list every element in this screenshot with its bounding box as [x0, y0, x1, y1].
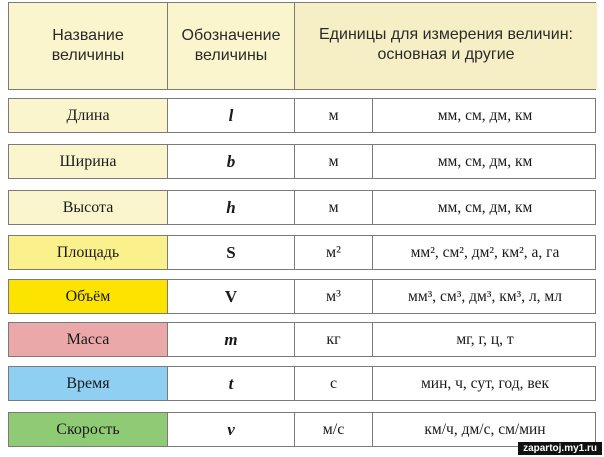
other-units: мм³, см³, дм³, км³, л, мл — [372, 280, 597, 313]
other-units: км/ч, дм/с, см/мин — [372, 413, 597, 446]
quantity-name: Скорость — [9, 413, 167, 446]
other-units: мм, см, дм, км — [372, 99, 597, 132]
header-quantity-symbol: Обозначение величины — [167, 3, 294, 89]
table-row — [8, 235, 596, 270]
table-row — [8, 412, 596, 447]
main-unit: кг — [294, 323, 372, 356]
table-row — [8, 190, 596, 225]
table-row — [8, 366, 596, 401]
header-units: Единицы для измерения величин: основная и другие — [294, 3, 597, 89]
table-row — [8, 279, 596, 314]
main-unit: м — [294, 99, 372, 132]
quantity-symbol: b — [167, 145, 294, 178]
other-units: мм, см, дм, км — [372, 191, 597, 224]
site-watermark: zapartoj.my1.ru — [518, 442, 602, 455]
quantity-name: Длина — [9, 99, 167, 132]
main-unit: м/с — [294, 413, 372, 446]
quantity-name: Высота — [9, 191, 167, 224]
main-unit: м³ — [294, 280, 372, 313]
quantity-name: Ширина — [9, 145, 167, 178]
main-unit: м — [294, 145, 372, 178]
quantity-symbol: V — [167, 280, 294, 313]
quantity-symbol: S — [167, 236, 294, 269]
quantity-symbol: m — [167, 323, 294, 356]
other-units: мм², см², дм², км², а, га — [372, 236, 597, 269]
main-unit: м — [294, 191, 372, 224]
table-header — [8, 2, 596, 90]
quantity-symbol: h — [167, 191, 294, 224]
quantity-name: Объём — [9, 280, 167, 313]
header-quantity-name: Название величины — [9, 3, 167, 89]
table-row — [8, 144, 596, 179]
table-row — [8, 98, 596, 133]
quantity-name: Масса — [9, 323, 167, 356]
quantity-symbol: v — [167, 413, 294, 446]
main-unit: м² — [294, 236, 372, 269]
main-unit: с — [294, 367, 372, 400]
quantity-name: Время — [9, 367, 167, 400]
table-row — [8, 322, 596, 357]
other-units: мин, ч, сут, год, век — [372, 367, 597, 400]
other-units: мм, см, дм, км — [372, 145, 597, 178]
other-units: мг, г, ц, т — [372, 323, 597, 356]
quantity-symbol: l — [167, 99, 294, 132]
quantity-name: Площадь — [9, 236, 167, 269]
quantity-symbol: t — [167, 367, 294, 400]
